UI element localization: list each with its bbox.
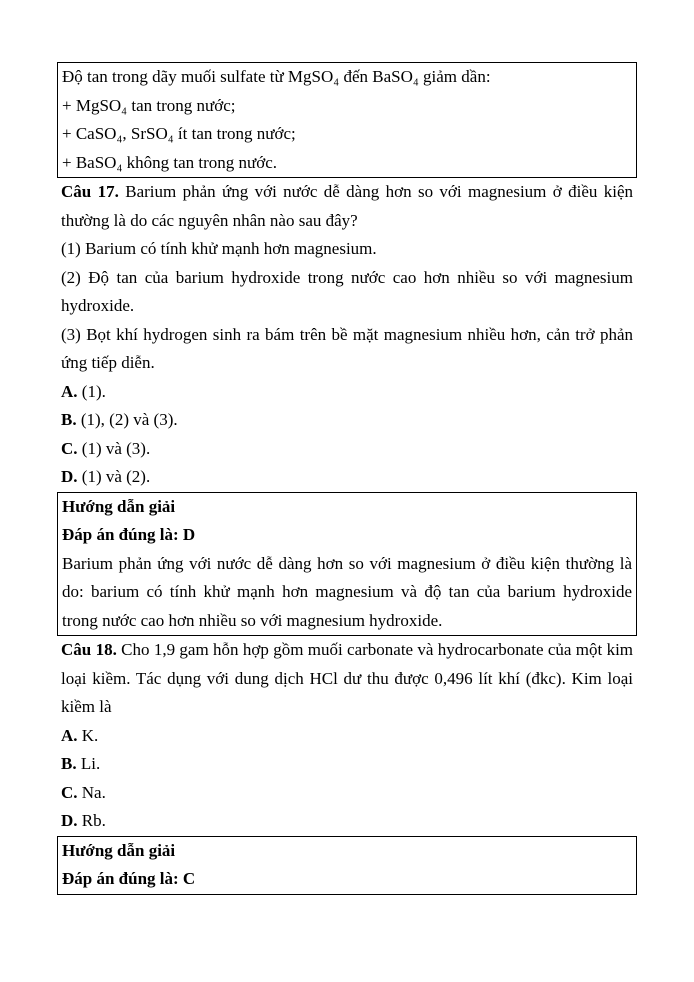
question-17-heading — [57, 178, 637, 235]
solution-18-heading: Hướng dẫn giải — [62, 840, 176, 860]
option-a-label: A. — [61, 381, 78, 401]
question-17-statement-1: (1) Barium có tính khử mạnh hơn magnesium. — [61, 239, 377, 258]
option-d-label: D. — [61, 467, 78, 486]
option-c-label: C. — [61, 438, 78, 458]
document-content — [57, 62, 637, 895]
option-d-text: Rb. — [81, 811, 106, 830]
solution-18-answer: Đáp án đúng là: C — [62, 869, 196, 888]
question-17-text: Barium phản ứng với nước dễ dàng hơn so với magnesium ở điều kiện thường là do các nguyên nhân nào sau đây? — [61, 182, 634, 230]
question-18-text: Cho 1,9 gam hỗn hợp gồm muối carbonate và hydrocarbonate của một kim loại kiềm. Tác dụng với dung dịch HCl dư thu được 0,496 lít khí (đkc). Kim loại kiềm là — [61, 640, 634, 716]
solution-17-answer: Đáp án đúng là: D — [62, 525, 196, 544]
question-18-option-a — [57, 722, 637, 751]
option-a-text: (1). — [81, 381, 106, 401]
question-18-heading — [57, 636, 637, 722]
question-18-option-b — [57, 750, 637, 779]
info-line-4: + BaSO₄ không tan trong nước. — [62, 152, 278, 172]
question-17-option-b — [57, 406, 637, 435]
solution-box-question-17 — [57, 492, 637, 637]
option-a-label: A. — [61, 725, 78, 745]
solution-box-question-18 — [57, 836, 637, 895]
question-18-option-c — [57, 779, 637, 808]
option-b-label: B. — [61, 754, 77, 773]
option-a-text: K. — [81, 725, 99, 745]
option-d-text: (1) và (2). — [81, 467, 151, 486]
sulfate-solubility-info-box — [57, 62, 637, 178]
question-18-option-d — [57, 807, 637, 836]
question-17-label: Câu 17. — [61, 182, 119, 201]
info-line-1: Độ tan trong dãy muối sulfate từ MgSO₄ đến BaSO₄ giảm dần: — [62, 67, 491, 86]
option-b-label: B. — [61, 410, 77, 429]
info-line-2: + MgSO₄ tan trong nước; — [62, 95, 236, 115]
solution-17-heading: Hướng dẫn giải — [62, 496, 176, 516]
question-17-option-a — [57, 378, 637, 407]
option-b-text: Li. — [80, 754, 101, 773]
option-c-text: (1) và (3). — [81, 438, 151, 458]
question-17-option-d — [57, 463, 637, 492]
question-17-statement-3: (3) Bọt khí hydrogen sinh ra bám trên bề mặt magnesium nhiều hơn, cản trở phản ứng tiếp diễn. — [61, 324, 633, 372]
info-line-3: + CaSO₄, SrSO₄ ít tan trong nước; — [62, 124, 296, 143]
option-d-label: D. — [61, 811, 78, 830]
option-c-text: Na. — [81, 782, 106, 802]
option-c-label: C. — [61, 782, 78, 802]
solution-17-explanation: Barium phản ứng với nước dễ dàng hơn so với magnesium ở điều kiện thường là do: barium có tính khử mạnh hơn magnesium và độ tan của barium hydroxide trong nước cao hơn nhiều so với magnesium hydroxide. — [62, 553, 632, 630]
option-b-text: (1), (2) và (3). — [80, 410, 178, 429]
question-17-option-c — [57, 435, 637, 464]
question-18-label: Câu 18. — [61, 640, 117, 659]
question-17-statement-2: (2) Độ tan của barium hydroxide trong nước cao hơn nhiều so với magnesium hydroxide. — [61, 267, 633, 315]
